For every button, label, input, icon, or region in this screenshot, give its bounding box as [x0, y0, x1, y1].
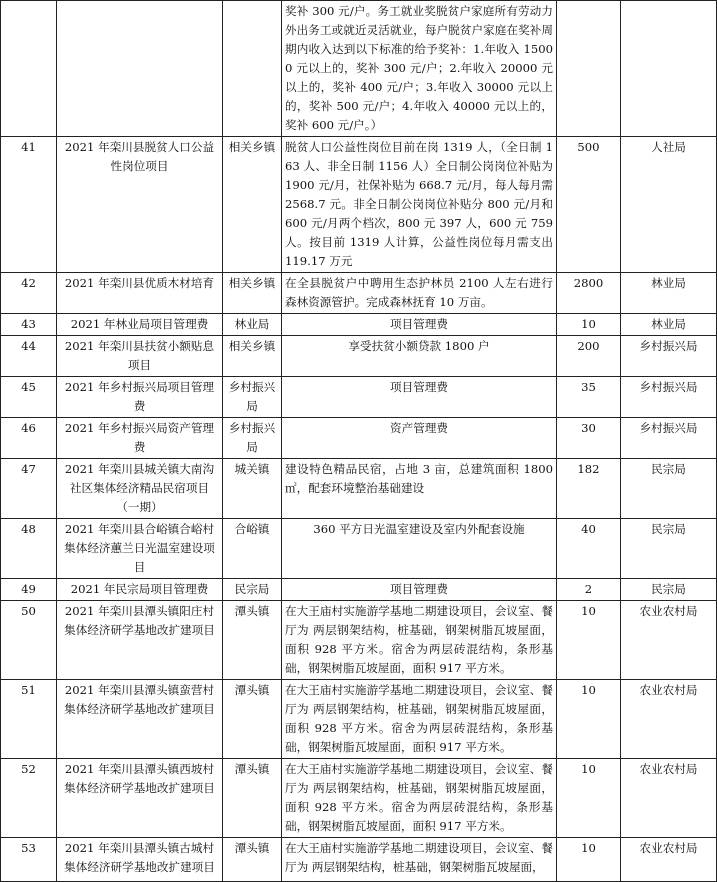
project-department: 乡村振兴局: [621, 336, 717, 377]
project-amount: 10: [557, 314, 621, 336]
row-number: 53: [1, 838, 57, 882]
project-amount: 30: [557, 418, 621, 459]
row-number: 45: [1, 377, 57, 418]
project-amount: 2800: [557, 273, 621, 314]
project-amount: 2: [557, 579, 621, 601]
table-row: [1, 579, 717, 601]
table-row: [1, 459, 717, 519]
project-location: 潭头镇: [223, 601, 282, 680]
project-content: 奖补 300 元/户。务工就业奖脱贫户家庭所有劳动力外出务工或就近灵活就业，每户脱贫户家庭在奖补周期内收入达到以下标准的给予奖补：1.年收入 15000 元以上的，奖补 300 元/户；2.年收入 20000 元以上的，奖补 400 元/户；3.年收入 30000 元以上的，奖补 500 元/户；4.年收入 40000 元以上的，奖补 600 元/户。）: [282, 1, 557, 137]
project-content: 脱贫人口公益性岗位目前在岗 1319 人，（全日制 163 人、非全日制 1156 人）全日制公岗岗位补贴为 1900 元/月，社保补贴为 668.7 元/月，每人每月需 2568.7 元。非全日制公岗岗位补贴分 800 元/月和 600 元/月两个档次，800 元 397 人，600 元 759 人。按目前 1319 人计算，公益性岗位每月需支出 119.17 万元: [282, 137, 557, 273]
project-department: [621, 1, 717, 137]
row-number: [1, 1, 57, 137]
project-department: 农业农村局: [621, 601, 717, 680]
table-row: [1, 680, 717, 759]
row-number: 51: [1, 680, 57, 759]
project-name: 2021 年栾川县城关镇大南沟社区集体经济精品民宿项目（一期）: [57, 459, 223, 519]
project-name: 2021 年栾川县潭头镇蛮营村集体经济研学基地改扩建项目: [57, 680, 223, 759]
project-location: 乡村振兴局: [223, 377, 282, 418]
row-number: 43: [1, 314, 57, 336]
project-location: 民宗局: [223, 579, 282, 601]
project-name: 2021 年栾川县合峪镇合峪村集体经济蕙兰日光温室建设项目: [57, 519, 223, 579]
project-amount: 200: [557, 336, 621, 377]
project-content: 项目管理费: [282, 314, 557, 336]
row-number: 47: [1, 459, 57, 519]
project-location: 潭头镇: [223, 759, 282, 838]
table-row: [1, 519, 717, 579]
project-location: 潭头镇: [223, 838, 282, 882]
row-number: 41: [1, 137, 57, 273]
project-department: 乡村振兴局: [621, 418, 717, 459]
project-name: 2021 年栾川县脱贫人口公益性岗位项目: [57, 137, 223, 273]
project-name: 2021 年栾川县潭头镇西坡村集体经济研学基地改扩建项目: [57, 759, 223, 838]
row-number: 46: [1, 418, 57, 459]
project-content: 在大王庙村实施游学基地二期建设项目，会议室、餐厅为 两层钢架结构，桩基础，钢架树脂瓦坡屋面，面积 928 平方米。宿舍为两层砖混结构，条形基础，钢架树脂瓦坡屋面，面积 917 平方米。: [282, 759, 557, 838]
project-name: 2021 年栾川县扶贫小额贴息项目: [57, 336, 223, 377]
project-content: 项目管理费: [282, 579, 557, 601]
project-location: [223, 1, 282, 137]
row-number: 49: [1, 579, 57, 601]
project-name: 2021 年乡村振兴局资产管理费: [57, 418, 223, 459]
table-row: [1, 418, 717, 459]
table-row: [1, 838, 717, 882]
project-location: 相关乡镇: [223, 336, 282, 377]
project-name: 2021 年栾川县潭头镇阳庄村集体经济研学基地改扩建项目: [57, 601, 223, 680]
row-number: 48: [1, 519, 57, 579]
project-content: 在大王庙村实施游学基地二期建设项目，会议室、餐厅为 两层钢架结构，桩基础，钢架树脂瓦坡屋面，面积 928 平方米。宿舍为两层砖混结构，条形基础，钢架树脂瓦坡屋面，面积 917 平方米。: [282, 680, 557, 759]
project-name: 2021 年栾川县优质木材培育: [57, 273, 223, 314]
project-content: 在全县脱贫户中聘用生态护林员 2100 人左右进行森林资源管护。完成森林抚育 10 万亩。: [282, 273, 557, 314]
project-content: 在大王庙村实施游学基地二期建设项目，会议室、餐厅为 两层钢架结构，桩基础，钢架树脂瓦坡屋面，面积 928 平方米。宿舍为两层砖混结构，条形基础，钢架树脂瓦坡屋面，面积 917 平方米。: [282, 601, 557, 680]
project-location: 林业局: [223, 314, 282, 336]
project-amount: 500: [557, 137, 621, 273]
project-department: 民宗局: [621, 459, 717, 519]
row-number: 42: [1, 273, 57, 314]
project-amount: 35: [557, 377, 621, 418]
project-name: 2021 年民宗局项目管理费: [57, 579, 223, 601]
project-amount: 10: [557, 680, 621, 759]
project-content: 在大王庙村实施游学基地二期建设项目，会议室、餐厅为 两层钢架结构，桩基础，钢架树脂瓦坡屋面，: [282, 838, 557, 882]
project-department: 人社局: [621, 137, 717, 273]
project-location: 合峪镇: [223, 519, 282, 579]
project-name: [57, 1, 223, 137]
table-row: [1, 601, 717, 680]
row-number: 44: [1, 336, 57, 377]
project-amount: 10: [557, 601, 621, 680]
table-row: [1, 314, 717, 336]
project-department: 民宗局: [621, 579, 717, 601]
table-row: [1, 377, 717, 418]
project-location: 相关乡镇: [223, 273, 282, 314]
project-department: 农业农村局: [621, 759, 717, 838]
project-content: 建设特色精品民宿，占地 3 亩，总建筑面积 1800 ㎡，配套环境整治基础建设: [282, 459, 557, 519]
project-department: 林业局: [621, 314, 717, 336]
project-department: 农业农村局: [621, 680, 717, 759]
table-row: [1, 137, 717, 273]
project-amount: 10: [557, 759, 621, 838]
project-name: 2021 年林业局项目管理费: [57, 314, 223, 336]
project-content: 360 平方日光温室建设及室内外配套设施: [282, 519, 557, 579]
project-department: 林业局: [621, 273, 717, 314]
project-department: 乡村振兴局: [621, 377, 717, 418]
project-amount: 182: [557, 459, 621, 519]
project-location: 相关乡镇: [223, 137, 282, 273]
project-name: 2021 年乡村振兴局项目管理费: [57, 377, 223, 418]
table-row: [1, 336, 717, 377]
project-location: 城关镇: [223, 459, 282, 519]
project-name: 2021 年栾川县潭头镇古城村集体经济研学基地改扩建项目: [57, 838, 223, 882]
row-number: 50: [1, 601, 57, 680]
table-row: [1, 759, 717, 838]
project-content: 项目管理费: [282, 377, 557, 418]
project-department: 农业农村局: [621, 838, 717, 882]
project-amount: 40: [557, 519, 621, 579]
project-content: 资产管理费: [282, 418, 557, 459]
project-amount: [557, 1, 621, 137]
project-location: 乡村振兴局: [223, 418, 282, 459]
project-content: 享受扶贫小额贷款 1800 户: [282, 336, 557, 377]
table-row: [1, 1, 717, 137]
project-location: 潭头镇: [223, 680, 282, 759]
project-department: 民宗局: [621, 519, 717, 579]
row-number: 52: [1, 759, 57, 838]
project-amount: 10: [557, 838, 621, 882]
table-row: [1, 273, 717, 314]
